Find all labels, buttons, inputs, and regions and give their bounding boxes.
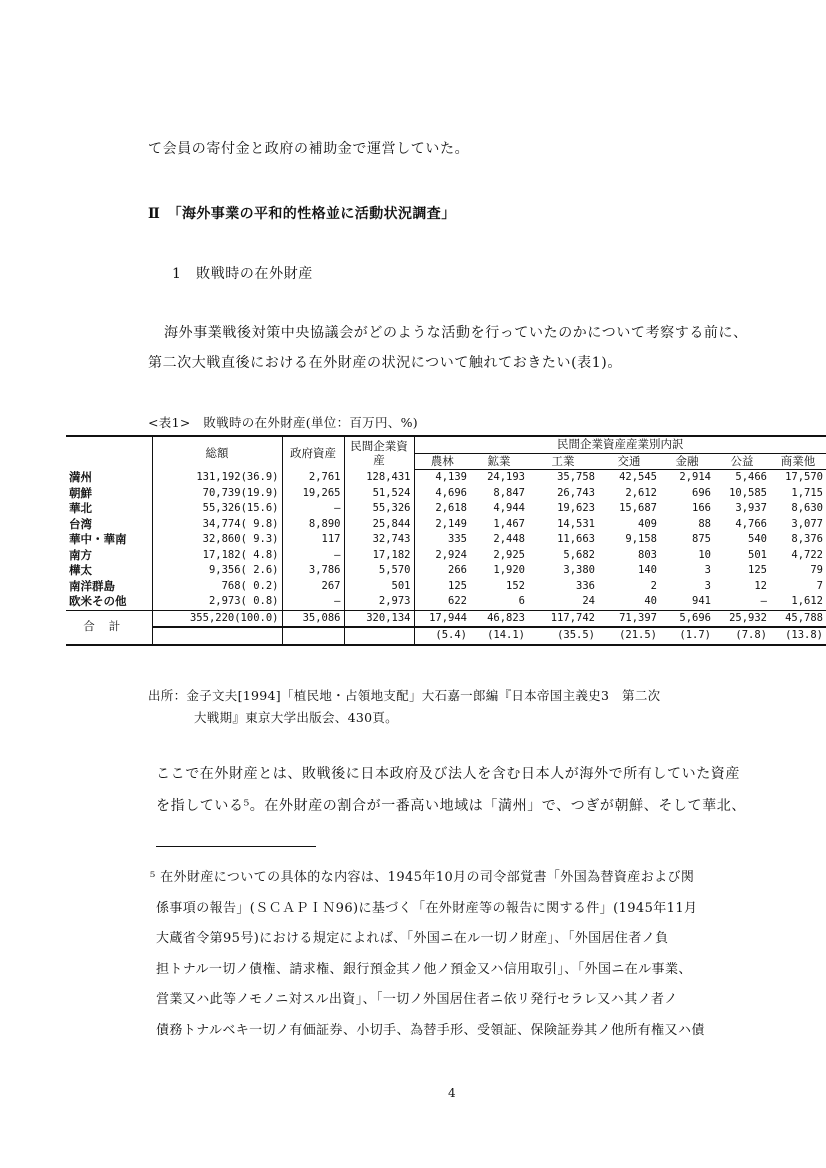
footnote-line: ⁵ 在外財産についての具体的な内容は、1945年10月の司令部覚書「外国為替資産および関	[150, 870, 695, 885]
industry-cell: 4,722	[791, 548, 823, 561]
industry-cell: 1,920	[493, 564, 525, 576]
industry-cell: 696	[692, 486, 711, 499]
industry-cell: 24,193	[487, 471, 525, 483]
industry-cell: 9,158	[625, 533, 657, 545]
industry-cell: 35,758	[557, 471, 595, 483]
total-pct-cell: (35.5)	[528, 627, 598, 645]
total-cell: 46,823	[470, 610, 528, 627]
region-cell: 樺太	[69, 563, 92, 577]
industry-cell: 8,630	[791, 502, 823, 514]
table-total-row	[66, 610, 826, 627]
table-row	[66, 548, 826, 564]
section-heading: Ⅱ 「海外事業の平和的性格並に活動状況調査」	[148, 206, 456, 222]
industry-cell: 2,448	[493, 533, 525, 545]
government-assets-cell: 3,786	[282, 563, 344, 579]
industry-cell: 140	[638, 564, 657, 576]
total-assets-cell: 131,192(36.9)	[152, 470, 282, 486]
subsection-heading: 1 敗戦時の在外財産	[172, 266, 313, 282]
industry-cell: 125	[748, 564, 767, 576]
table-row	[66, 517, 826, 533]
table-row	[66, 501, 826, 517]
industry-cell: 1,612	[791, 595, 823, 607]
total-cell: 35,086	[282, 610, 344, 627]
industry-cell: 166	[692, 502, 711, 514]
industry-cell: 152	[506, 579, 525, 592]
body-line-1: ここで在外財産とは、敗戦後に日本政府及び法人を含む日本人が海外で所有していた資産	[156, 766, 740, 782]
total-assets-cell: 9,356( 2.6)	[152, 563, 282, 579]
industry-cell: 40	[644, 595, 657, 607]
industry-cell: 2	[650, 579, 657, 592]
total-pct-cell: (14.1)	[470, 627, 528, 645]
private-assets-cell: 5,570	[344, 563, 414, 579]
header-industry: 商業他	[770, 453, 826, 470]
total-pct-cell: (21.5)	[598, 627, 660, 645]
government-assets-cell: —	[282, 548, 344, 564]
industry-cell: 10,585	[729, 486, 767, 499]
government-assets-cell: 267	[282, 579, 344, 595]
industry-cell: 5,682	[563, 548, 595, 561]
region-cell: 華中・華南	[69, 532, 127, 546]
industry-cell: 5,466	[735, 471, 767, 483]
table-row	[66, 579, 826, 595]
private-assets-cell: 2,973	[344, 594, 414, 610]
industry-cell: 6	[518, 595, 525, 607]
table-caption: <表1> 敗戦時の在外財産(単位：百万円、%)	[148, 415, 418, 430]
industry-cell: 875	[692, 533, 711, 545]
industry-cell: 336	[576, 579, 595, 592]
industry-cell: 4,944	[493, 502, 525, 514]
footnote-line: 営業又ハ此等ノモノニ対スル出資」、「一切ノ外国居住者ニ依リ発行セラレ又ハ其ノ者ノ	[156, 992, 678, 1007]
industry-cell: 17,570	[785, 471, 823, 483]
private-assets-cell: 17,182	[344, 548, 414, 564]
region-cell: 台湾	[69, 516, 92, 531]
region-cell: 満州	[69, 469, 92, 484]
header-industry: 農林	[414, 453, 470, 470]
industry-cell: 8,376	[791, 533, 823, 545]
total-cell: 117,742	[528, 610, 598, 627]
industry-cell: 3,937	[735, 502, 767, 514]
intro-line-2: 第二次大戦直後における在外財産の状況について触れておきたい(表1)。	[148, 355, 622, 371]
total-cell: 45,788	[770, 610, 826, 627]
industry-cell: 8,847	[493, 486, 525, 499]
header-private: 民間企業資産	[344, 436, 414, 470]
header-industry: 鉱業	[470, 453, 528, 470]
total-assets-cell: 2,973( 0.8)	[152, 594, 282, 610]
private-assets-cell: 32,743	[344, 532, 414, 548]
table-total-pct-row	[66, 627, 826, 645]
footnote-separator	[156, 846, 316, 847]
total-assets-cell: 17,182( 4.8)	[152, 548, 282, 564]
private-assets-cell: 501	[344, 579, 414, 595]
industry-cell: 335	[414, 532, 470, 548]
industry-cell: 2,612	[625, 486, 657, 499]
table-row	[66, 532, 826, 548]
table-row	[66, 563, 826, 579]
total-assets-cell: 768( 0.2)	[152, 579, 282, 595]
industry-cell: 409	[638, 517, 657, 530]
total-assets-cell: 55,326(15.6)	[152, 501, 282, 517]
government-assets-cell: 8,890	[282, 517, 344, 533]
total-cell: 71,397	[598, 610, 660, 627]
paragraph-continued: て会員の寄付金と政府の補助金で運営していた。	[148, 141, 470, 157]
industry-cell: 11,663	[557, 533, 595, 545]
header-industry: 工業	[528, 453, 598, 470]
total-cell: 320,134	[344, 610, 414, 627]
header-industry: 交通	[598, 453, 660, 470]
total-cell: 5,696	[660, 610, 714, 627]
total-cell: 25,932	[714, 610, 770, 627]
industry-cell: —	[760, 595, 767, 607]
industry-cell: 4,696	[414, 486, 470, 502]
header-industry: 金融	[660, 453, 714, 470]
industry-cell: 4,766	[735, 517, 767, 530]
government-assets-cell: 117	[282, 532, 344, 548]
industry-cell: 3,077	[791, 517, 823, 530]
industry-cell: 3	[704, 579, 711, 592]
industry-cell: 2,914	[679, 471, 711, 483]
table-row	[66, 594, 826, 610]
industry-cell: 19,623	[557, 502, 595, 514]
footnote-line: 債務トナルベキ一切ノ有価証券、小切手、為替手形、受領証、保険証券其ノ他所有権又ハ債	[156, 1022, 705, 1038]
government-assets-cell: —	[282, 501, 344, 517]
private-assets-cell: 55,326	[344, 501, 414, 517]
header-total: 総額	[152, 436, 282, 470]
region-cell: 南方	[69, 547, 92, 562]
industry-cell: 14,531	[557, 517, 595, 530]
table-row	[66, 470, 826, 486]
government-assets-cell: 19,265	[282, 486, 344, 502]
industry-cell: 7	[816, 579, 823, 592]
industry-cell: 15,687	[619, 502, 657, 514]
industry-cell: 10	[698, 548, 711, 561]
industry-cell: 2,149	[414, 517, 470, 533]
industry-cell: 79	[810, 564, 823, 576]
private-assets-cell: 25,844	[344, 517, 414, 533]
header-industry: 公益	[714, 453, 770, 470]
intro-line-1: 海外事業戦後対策中央協議会がどのような活動を行っていたのかについて考察する前に、	[164, 325, 748, 341]
government-assets-cell: —	[282, 594, 344, 610]
industry-cell: 803	[638, 548, 657, 561]
industry-cell: 4,139	[414, 470, 470, 486]
footnote-line: 係事項の報告」(ＳＣＡＰＩＮ96)に基づく「在外財産等の報告に関する件」(1945年11月	[156, 900, 698, 916]
total-cell: 355,220(100.0)	[152, 610, 282, 627]
total-assets-cell: 34,774( 9.8)	[152, 517, 282, 533]
total-assets-cell: 32,860( 9.3)	[152, 532, 282, 548]
industry-cell: 26,743	[557, 486, 595, 499]
page-number: 4	[448, 1086, 456, 1100]
industry-cell: 88	[698, 517, 711, 530]
total-label: 合計	[66, 610, 152, 645]
industry-cell: 125	[414, 579, 470, 595]
region-cell: 南洋群島	[69, 578, 115, 593]
total-assets-cell: 70,739(19.9)	[152, 486, 282, 502]
private-assets-cell: 51,524	[344, 486, 414, 502]
region-header-blank	[66, 436, 152, 470]
industry-cell: 42,545	[619, 471, 657, 483]
private-assets-cell: 128,431	[344, 470, 414, 486]
region-cell: 欧米その他	[69, 594, 127, 608]
total-cell: 17,944	[414, 610, 470, 627]
source-line-1: 出所：金子文夫[1994]「植民地・占領地支配」大石嘉一郎編『日本帝国主義史3 第二次	[148, 688, 661, 703]
total-pct-cell: (1.7)	[660, 627, 714, 645]
region-cell: 華北	[69, 501, 92, 515]
industry-cell: 266	[414, 563, 470, 579]
industry-cell: 3,380	[563, 564, 595, 576]
region-cell: 朝鮮	[69, 485, 92, 500]
source-line-2: 大戦期』東京大学出版会、430頁。	[194, 710, 398, 725]
industry-cell: 1,715	[791, 486, 823, 499]
industry-cell: 2,618	[414, 501, 470, 517]
industry-cell: 622	[414, 594, 470, 610]
table-row	[66, 486, 826, 502]
footnote-line: 担トナル一切ノ債権、請求権、銀行預金其ノ他ノ預金又ハ信用取引」、「外国ニ在ル事業、	[156, 961, 692, 977]
industry-cell: 2,925	[493, 548, 525, 561]
industry-cell: 3	[704, 564, 711, 576]
industry-cell: 941	[692, 595, 711, 607]
header-government: 政府資産	[282, 436, 344, 470]
industry-cell: 540	[748, 533, 767, 545]
government-assets-cell: 2,761	[282, 470, 344, 486]
total-pct-cell: (7.8)	[714, 627, 770, 645]
industry-cell: 24	[582, 595, 595, 607]
total-pct-cell: (13.8)	[770, 627, 826, 645]
industry-cell: 501	[748, 548, 767, 561]
overseas-assets-table	[66, 435, 826, 646]
industry-cell: 1,467	[493, 517, 525, 530]
industry-cell: 12	[754, 579, 767, 592]
footnote-line: 大蔵省令第95号)における規定によれば、「外国ニ在ル一切ノ財産」、「外国居住者ノ負	[156, 931, 669, 946]
industry-cell: 2,924	[414, 548, 470, 564]
header-breakdown: 民間企業資産産業別内訳	[414, 436, 826, 453]
total-pct-cell: (5.4)	[414, 627, 470, 645]
body-line-2: を指している⁵。在外財産の割合が一番高い地域は「満州」で、つぎが朝鮮、そして華北、	[156, 798, 746, 814]
